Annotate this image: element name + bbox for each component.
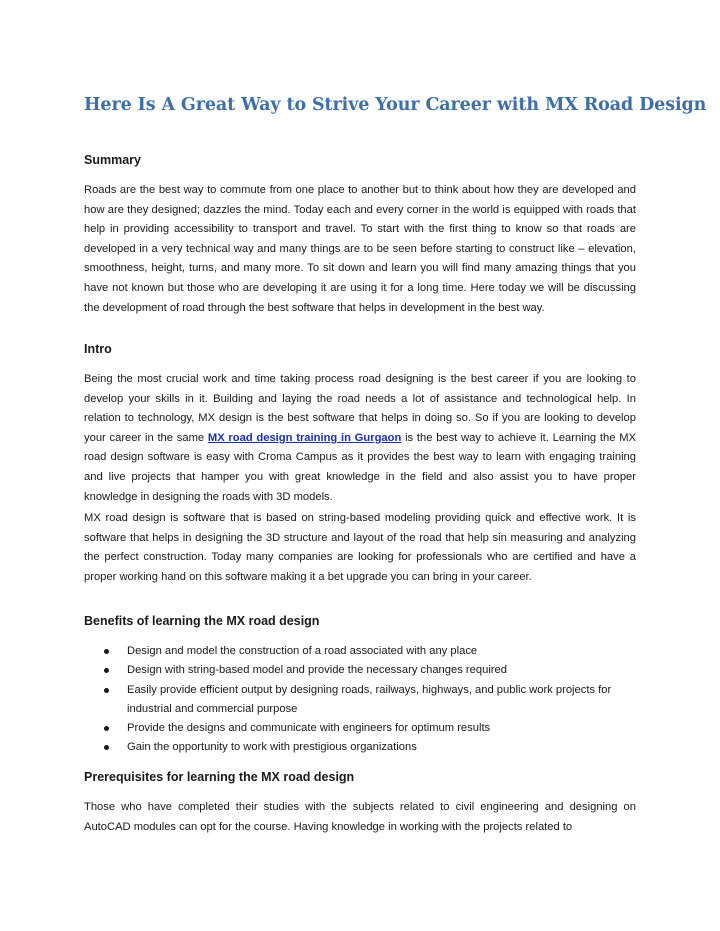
page-title: Here Is A Great Way to Strive Your Career with MX Road Design	[84, 95, 707, 115]
intro-text-before-link: Being the most crucial work and time taking process road designing is the best career if you are looking to develop your skills in it. Building and laying the road needs a lot of assistance and technological help. In relation to technology, MX design is the best software that helps in doing so. So if you are looking to develop your career in the same	[84, 373, 636, 444]
benefits-heading: Benefits of learning the MX road design	[84, 614, 320, 628]
list-item: Easily provide efficient output by designing roads, railways, highways, and public work projects for industrial and commercial purpose	[84, 681, 636, 720]
summary-paragraph: Roads are the best way to commute from one place to another but to think about how they are developed and how are they designed; dazzles the mind. Today each and every corner in the world is equipped with roads that help in providing accessibility to transport and travel. To start with the first thing to know so that roads are developed in a very technical way and many things are to be seen before starting to construct like – elevation, smoothness, height, turns, and many more. To sit down and learn you will find many amazing things that you have not known but those who are developing it are using it for a long time. Here today we will be discussing the development of road through the best software that helps in development in the best way.	[84, 184, 636, 314]
bullet-icon	[104, 668, 109, 673]
intro-paragraph-2: MX road design is software that is based on string-based modeling providing quick and effective work. It is software that helps in designing the 3D structure and layout of the road that help sin measuring and analyzing the perfect construction. Today many companies are looking for professionals who are certified and have a proper working hand on this software making it a bet upgrade you can bring in your career.	[84, 512, 636, 583]
prerequisites-paragraph: Those who have completed their studies with the subjects related to civil engineering and designing on AutoCAD modules can opt for the course. Having knowledge in working with the projects related to	[84, 801, 636, 833]
benefits-list	[84, 642, 636, 758]
prerequisites-heading: Prerequisites for learning the MX road design	[84, 770, 355, 784]
intro-heading: Intro	[84, 342, 112, 356]
bullet-icon	[104, 688, 109, 693]
list-item: Design and model the construction of a road associated with any place	[84, 642, 636, 661]
bullet-icon	[104, 726, 109, 731]
list-item: Gain the opportunity to work with prestigious organizations	[84, 738, 636, 757]
list-item: Provide the designs and communicate with engineers for optimum results	[84, 719, 636, 738]
bullet-icon	[104, 649, 109, 654]
bullet-icon	[104, 745, 109, 750]
mx-road-training-link[interactable]: MX road design training in Gurgaon	[207, 431, 402, 444]
list-item: Design with string-based model and provide the necessary changes required	[84, 661, 636, 680]
summary-heading: Summary	[84, 153, 141, 167]
intro-paragraph-1	[84, 370, 636, 507]
intro-text-after-link: is the best way to achieve it. Learning the MX road design software is easy with Croma Campus as it provides the best way to learn with engaging training and live projects that hamper you with great knowledge in the field and also assist you to have proper knowledge in designing the roads with 3D models.	[84, 431, 636, 503]
